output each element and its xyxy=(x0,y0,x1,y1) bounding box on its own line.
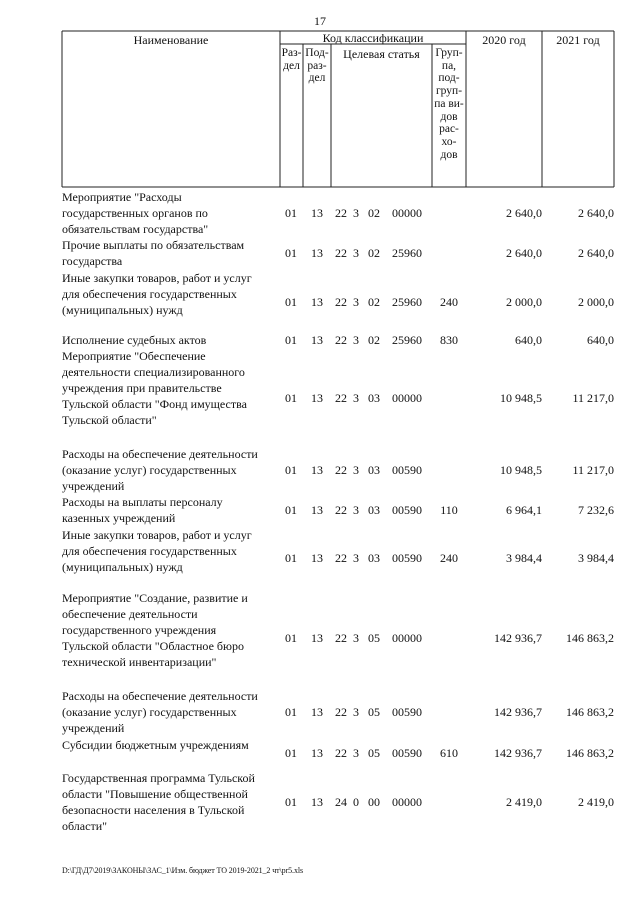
target-cell-2: 3 xyxy=(353,551,359,565)
row-name: Прочие выплаты по обязательствам государства xyxy=(62,238,245,268)
header-year-2021: 2021 год xyxy=(556,33,600,47)
target-cell-1: 22 xyxy=(335,631,347,645)
target-cell-1: 22 xyxy=(335,746,347,760)
target-cell-4: 00000 xyxy=(392,391,422,405)
target-cell-2: 3 xyxy=(353,705,359,719)
year-2020-cell: 640,0 xyxy=(515,333,542,347)
target-cell-1: 22 xyxy=(335,551,347,565)
year-2021-cell: 3 984,4 xyxy=(578,551,614,565)
header-target: Целевая статья xyxy=(343,47,420,61)
target-cell-1: 24 xyxy=(335,795,347,809)
podrazdel-cell: 13 xyxy=(311,333,323,347)
row-name: Расходы на обеспечение деятельности (оказание услуг) государственных учреждений xyxy=(62,447,258,493)
target-cell-1: 22 xyxy=(335,295,347,309)
year-2020-cell: 6 964,1 xyxy=(506,503,542,517)
row-name: Мероприятие "Создание, развитие и обеспечение деятельности государственного учреждения Тульской области "Областное бюро технической инвентаризации" xyxy=(62,591,248,669)
target-cell-4: 25960 xyxy=(392,295,422,309)
razdel-cell: 01 xyxy=(285,295,297,309)
podrazdel-cell: 13 xyxy=(311,295,323,309)
target-cell-3: 05 xyxy=(368,631,380,645)
header-code-group: Код классификации xyxy=(322,31,424,45)
target-cell-2: 3 xyxy=(353,206,359,220)
podrazdel-cell: 13 xyxy=(311,391,323,405)
podrazdel-cell: 13 xyxy=(311,631,323,645)
row-name: Расходы на обеспечение деятельности (оказание услуг) государственных учреждений xyxy=(62,689,258,735)
page-number: 17 xyxy=(314,14,326,28)
target-cell-3: 03 xyxy=(368,503,380,517)
podrazdel-cell: 13 xyxy=(311,246,323,260)
target-cell-3: 03 xyxy=(368,551,380,565)
year-2021-cell: 640,0 xyxy=(587,333,614,347)
header-razdel: Раз- дел xyxy=(281,47,302,72)
row-name: Иные закупки товаров, работ и услуг для обеспечения государственных (муниципальных) нужд xyxy=(62,271,252,317)
target-cell-3: 05 xyxy=(368,746,380,760)
target-cell-1: 22 xyxy=(335,503,347,517)
target-cell-4: 00590 xyxy=(392,503,422,517)
podrazdel-cell: 13 xyxy=(311,795,323,809)
razdel-cell: 01 xyxy=(285,206,297,220)
vid-cell: 240 xyxy=(440,551,458,565)
target-cell-2: 3 xyxy=(353,631,359,645)
target-cell-1: 22 xyxy=(335,705,347,719)
target-cell-2: 3 xyxy=(353,746,359,760)
footer-file-path: D:\ГД\Д7\2019\ЗАКОНЫ\ЗАС_1\Изм. бюджет ТО 2019-2021_2 чт\pr5.xls xyxy=(62,866,303,875)
target-cell-4: 00590 xyxy=(392,705,422,719)
podrazdel-cell: 13 xyxy=(311,746,323,760)
razdel-cell: 01 xyxy=(285,705,297,719)
year-2021-cell: 11 217,0 xyxy=(572,391,614,405)
row-name: Мероприятие "Расходы государственных органов по обязательствам государства" xyxy=(62,190,209,236)
target-cell-3: 03 xyxy=(368,463,380,477)
target-cell-1: 22 xyxy=(335,391,347,405)
row-name: Мероприятие "Обеспечение деятельности специализированного учреждения при правительстве Тульской области "Фонд имущества Тульской области" xyxy=(62,349,247,427)
row-name: Расходы на выплаты персоналу казенных учреждений xyxy=(62,495,223,525)
target-cell-3: 05 xyxy=(368,705,380,719)
header-name: Наименование xyxy=(133,33,209,47)
razdel-cell: 01 xyxy=(285,795,297,809)
razdel-cell: 01 xyxy=(285,391,297,405)
target-cell-4: 00000 xyxy=(392,631,422,645)
target-cell-2: 0 xyxy=(353,795,359,809)
target-cell-2: 3 xyxy=(353,246,359,260)
year-2020-cell: 2 419,0 xyxy=(506,795,542,809)
year-2021-cell: 146 863,2 xyxy=(566,705,614,719)
target-cell-4: 25960 xyxy=(392,333,422,347)
podrazdel-cell: 13 xyxy=(311,551,323,565)
year-2020-cell: 142 936,7 xyxy=(494,631,542,645)
razdel-cell: 01 xyxy=(285,463,297,477)
podrazdel-cell: 13 xyxy=(311,463,323,477)
target-cell-3: 02 xyxy=(368,333,380,347)
target-cell-3: 02 xyxy=(368,246,380,260)
header-year-2020: 2020 год xyxy=(482,33,526,47)
year-2021-cell: 146 863,2 xyxy=(566,631,614,645)
target-cell-1: 22 xyxy=(335,463,347,477)
year-2020-cell: 10 948,5 xyxy=(500,463,542,477)
year-2020-cell: 142 936,7 xyxy=(494,746,542,760)
target-cell-2: 3 xyxy=(353,295,359,309)
podrazdel-cell: 13 xyxy=(311,503,323,517)
target-cell-1: 22 xyxy=(335,246,347,260)
target-cell-4: 00590 xyxy=(392,463,422,477)
year-2021-cell: 7 232,6 xyxy=(578,503,614,517)
vid-cell: 830 xyxy=(440,333,458,347)
podrazdel-cell: 13 xyxy=(311,705,323,719)
vid-cell: 610 xyxy=(440,746,458,760)
razdel-cell: 01 xyxy=(285,631,297,645)
target-cell-4: 00590 xyxy=(392,746,422,760)
razdel-cell: 01 xyxy=(285,333,297,347)
year-2020-cell: 2 000,0 xyxy=(506,295,542,309)
year-2021-cell: 2 419,0 xyxy=(578,795,614,809)
razdel-cell: 01 xyxy=(285,503,297,517)
target-cell-3: 02 xyxy=(368,206,380,220)
target-cell-2: 3 xyxy=(353,503,359,517)
year-2021-cell: 2 000,0 xyxy=(578,295,614,309)
row-name: Субсидии бюджетным учреждениям xyxy=(62,738,249,752)
year-2020-cell: 2 640,0 xyxy=(506,246,542,260)
target-cell-1: 22 xyxy=(335,333,347,347)
target-cell-3: 03 xyxy=(368,391,380,405)
year-2020-cell: 3 984,4 xyxy=(506,551,542,565)
razdel-cell: 01 xyxy=(285,746,297,760)
razdel-cell: 01 xyxy=(285,551,297,565)
year-2021-cell: 2 640,0 xyxy=(578,206,614,220)
target-cell-3: 02 xyxy=(368,295,380,309)
target-cell-2: 3 xyxy=(353,391,359,405)
target-cell-4: 00000 xyxy=(392,206,422,220)
target-cell-3: 00 xyxy=(368,795,380,809)
year-2021-cell: 11 217,0 xyxy=(572,463,614,477)
target-cell-2: 3 xyxy=(353,463,359,477)
podrazdel-cell: 13 xyxy=(311,206,323,220)
header-podrazdel: Под- раз- дел xyxy=(305,47,329,85)
year-2021-cell: 146 863,2 xyxy=(566,746,614,760)
target-cell-1: 22 xyxy=(335,206,347,220)
row-name: Государственная программа Тульской области "Повышение общественной безопасности населения в Тульской области" xyxy=(62,771,255,833)
vid-cell: 110 xyxy=(440,503,458,517)
target-cell-4: 00000 xyxy=(392,795,422,809)
razdel-cell: 01 xyxy=(285,246,297,260)
row-name: Исполнение судебных актов xyxy=(62,333,207,347)
year-2021-cell: 2 640,0 xyxy=(578,246,614,260)
year-2020-cell: 10 948,5 xyxy=(500,391,542,405)
target-cell-4: 25960 xyxy=(392,246,422,260)
year-2020-cell: 142 936,7 xyxy=(494,705,542,719)
target-cell-2: 3 xyxy=(353,333,359,347)
header-vid-rashodov: Груп- па, под- груп- па ви- дов рас- хо- дов xyxy=(434,47,464,161)
year-2020-cell: 2 640,0 xyxy=(506,206,542,220)
vid-cell: 240 xyxy=(440,295,458,309)
row-name: Иные закупки товаров, работ и услуг для обеспечения государственных (муниципальных) нужд xyxy=(62,528,252,574)
target-cell-4: 00590 xyxy=(392,551,422,565)
